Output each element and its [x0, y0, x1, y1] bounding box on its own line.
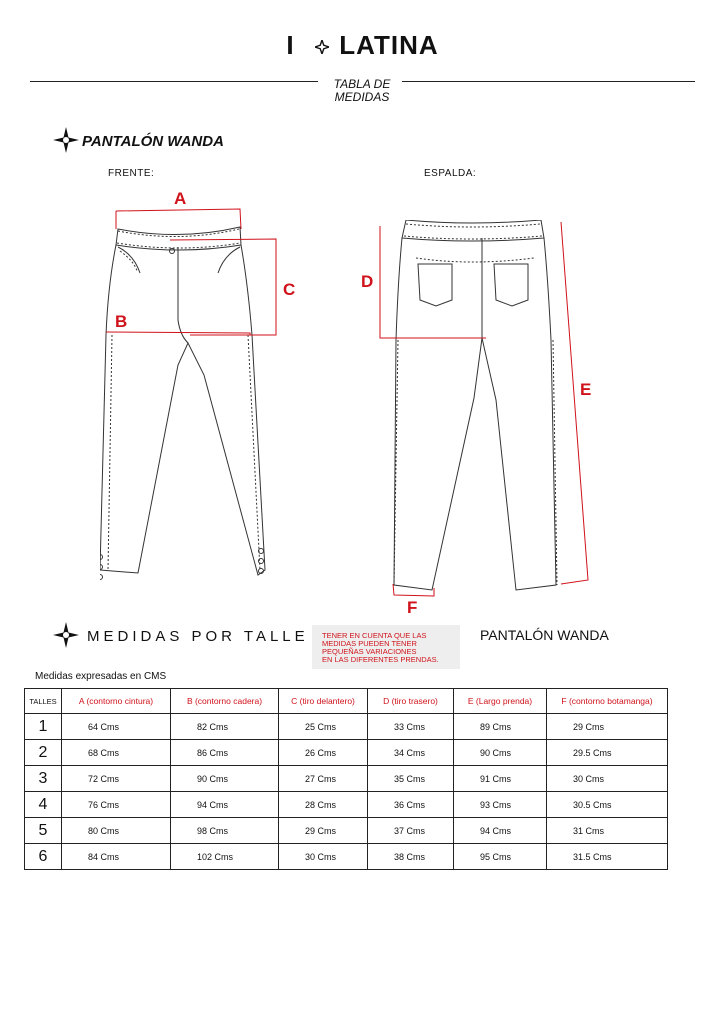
model-name: PANTALÓN WANDA [480, 627, 609, 643]
table-cell: 68 Cms [62, 740, 171, 766]
column-header: D (tiro trasero) [368, 689, 454, 714]
table-cell: 94 Cms [454, 818, 547, 844]
table-cell: 102 Cms [171, 844, 279, 870]
table-cell: 80 Cms [62, 818, 171, 844]
table-cell: 90 Cms [454, 740, 547, 766]
four-point-star-icon [53, 622, 79, 648]
table-row [25, 714, 668, 740]
header-rule-right [402, 81, 695, 82]
table-cell: 27 Cms [279, 766, 368, 792]
table-row [25, 740, 668, 766]
table-cell: 36 Cms [368, 792, 454, 818]
table-cell: 29 Cms [547, 714, 668, 740]
logo-left: I [286, 30, 295, 60]
label-b: B [115, 312, 128, 331]
table-cell: 84 Cms [62, 844, 171, 870]
variation-note: TENER EN CUENTA QUE LAS MEDIDAS PUEDEN TENER PEQUEÑAS VARIACIONES EN LAS DIFERENTES PRENDAS. [312, 625, 460, 669]
column-header: C (tiro delantero) [279, 689, 368, 714]
table-cell: 35 Cms [368, 766, 454, 792]
column-header: B (contorno cadera) [171, 689, 279, 714]
table-cell: 1 [25, 714, 62, 740]
table-cell: 26 Cms [279, 740, 368, 766]
header-rule-left [30, 81, 318, 82]
table-cell: 76 Cms [62, 792, 171, 818]
back-view-label: ESPALDA: [424, 168, 477, 179]
label-d: D [361, 272, 374, 291]
units-note: Medidas expresadas en CMS [35, 671, 167, 682]
table-cell: 95 Cms [454, 844, 547, 870]
table-cell: 30 Cms [547, 766, 668, 792]
front-view-label: FRENTE: [108, 168, 155, 179]
label-e: E [580, 380, 592, 399]
brand-logo [0, 30, 725, 61]
table-cell: 31 Cms [547, 818, 668, 844]
column-header: F (contorno botamanga) [547, 689, 668, 714]
size-table [24, 688, 668, 870]
table-cell: 93 Cms [454, 792, 547, 818]
table-cell: 5 [25, 818, 62, 844]
table-cell: 6 [25, 844, 62, 870]
back-pants-drawing [376, 220, 601, 600]
logo-right: LATINA [339, 30, 439, 60]
label-c: C [283, 280, 296, 299]
table-cell: 3 [25, 766, 62, 792]
table-cell: 2 [25, 740, 62, 766]
table-cell: 91 Cms [454, 766, 547, 792]
table-cell: 4 [25, 792, 62, 818]
label-f: F [407, 598, 418, 617]
table-cell: 37 Cms [368, 818, 454, 844]
column-header: A (contorno cintura) [62, 689, 171, 714]
table-cell: 89 Cms [454, 714, 547, 740]
label-a: A [174, 189, 187, 208]
column-header: TALLES [25, 689, 62, 714]
table-cell: 38 Cms [368, 844, 454, 870]
table-cell: 30 Cms [279, 844, 368, 870]
table-cell: 30.5 Cms [547, 792, 668, 818]
page-subtitle: TABLA DE MEDIDAS [333, 77, 391, 104]
sizes-section-title: MEDIDAS POR TALLE [87, 628, 309, 645]
table-cell: 31.5 Cms [547, 844, 668, 870]
front-pants-drawing [100, 185, 300, 595]
table-cell: 29.5 Cms [547, 740, 668, 766]
table-cell: 25 Cms [279, 714, 368, 740]
table-cell: 72 Cms [62, 766, 171, 792]
table-cell: 34 Cms [368, 740, 454, 766]
table-cell: 86 Cms [171, 740, 279, 766]
table-cell: 94 Cms [171, 792, 279, 818]
table-cell: 90 Cms [171, 766, 279, 792]
table-cell: 82 Cms [171, 714, 279, 740]
table-row [25, 844, 668, 870]
table-cell: 64 Cms [62, 714, 171, 740]
table-cell: 29 Cms [279, 818, 368, 844]
table-header-row [25, 689, 668, 714]
table-row [25, 792, 668, 818]
four-point-star-icon [315, 40, 329, 54]
four-point-star-icon [53, 127, 79, 153]
table-row [25, 766, 668, 792]
table-cell: 28 Cms [279, 792, 368, 818]
table-cell: 98 Cms [171, 818, 279, 844]
garment-title: PANTALÓN WANDA [82, 133, 224, 150]
table-cell: 33 Cms [368, 714, 454, 740]
table-row [25, 818, 668, 844]
column-header: E (Largo prenda) [454, 689, 547, 714]
